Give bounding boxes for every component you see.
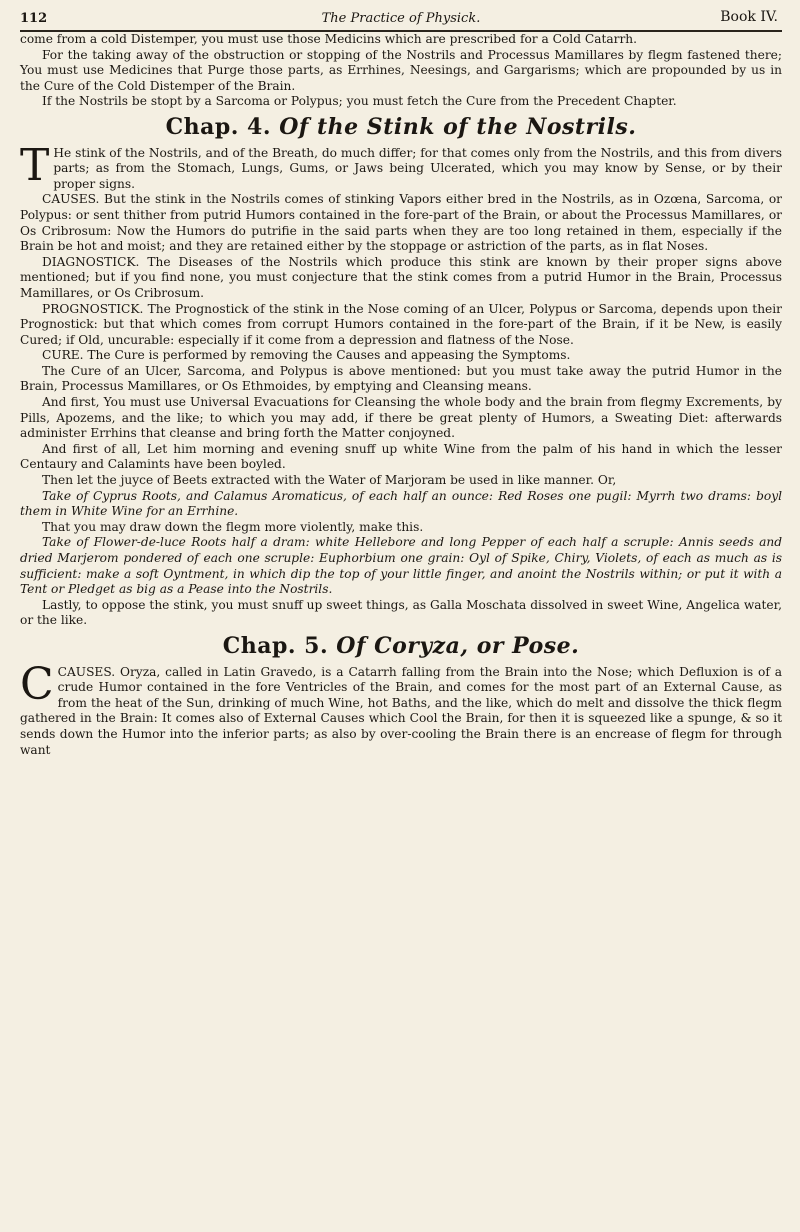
chapter-number: Chap. 4. xyxy=(165,113,272,140)
paragraph: The Cure of an Ulcer, Sarcoma, and Polypus is above mentioned: but you must take away the putrid Humor in the Brain, Processus Mamillares, or Os Ethmoides, by emptying and Cleansing means. xyxy=(20,363,782,394)
paragraph: Then let the juyce of Beets extracted with the Water of Marjoram be used in like manner. Or, xyxy=(42,473,617,488)
paragraph: DIAGNOSTICK. The Diseases of the Nostrils which produce this stink are known by their proper signs above mentioned; but if you find none, you must conjecture that the stink comes from a putrid Humor in the Brain, Processus Mamillares, or Os Cribrosum. xyxy=(20,254,782,300)
chapter-number: Chap. 5. xyxy=(222,632,329,659)
paragraph: And first, You must use Universal Evacuations for Cleansing the whole body and the brain from flegmy Excrements, by Pills, Apozems, and the like; to which you may add, if there be great plenty of Humors, a Sweating Diet: afterwards administer Errhins that cleanse and bring forth the Matter conjoyned. xyxy=(20,395,782,441)
chapter-5-text xyxy=(20,658,782,759)
paragraph: CAUSES. But the stink in the Nostrils comes of stinking Vapors either bred in the Nostrils, as in Ozœna, Sarcoma, or Polypus: or sent thither from putrid Humors contained in the fore-part of the Brain, or about the Processus Mamillares, or Os Cribrosum: Now the Humors do putrifie in the said parts when they are too long retained in them, especially if the Brain be hot and moist; and they are retained either by the stoppage or astriction of the parts, as in flat Noses. xyxy=(20,192,782,254)
page-body xyxy=(20,32,782,758)
running-header xyxy=(20,8,782,32)
chapter-4-text xyxy=(20,139,782,629)
paragraph: And first of all, Let him morning and evening snuff up white Wine from the palm of his hand in which the lesser Centaury and Calamints have been boyled. xyxy=(20,441,782,472)
paragraph: PROGNOSTICK. The Prognostick of the stink in the Nose coming of an Ulcer, Polypus or Sarcoma, depends upon their Prognostick: but that which comes from corrupt Humors contained in the fore-part of the Brain, if it be New, is easily Cured; if Old, uncurable: especially if it come from a depression and flatness of the Nose. xyxy=(20,301,782,347)
recipe: Take of Cyprus Roots, and Calamus Aromaticus, of each half an ounce: Red Roses one pugil: Myrrh two drams: boyl them in White Wine for an Errhine. xyxy=(20,488,782,519)
paragraph: CAUSES. Oryza, called in Latin Gravedo, is a Catarrh falling from the Brain into the Nose; which Defluxion is of a crude Humor contained in the fore Ventricles of the Brain, and comes for the most part of an External Cause, as from the heat of the Sun, drinking of much Wine, hot Baths, and the like, which do melt and dissolve the thick flegm gathered in the Brain: It comes also of External Causes which Cool the Brain, for then it is squeezed like a spunge, & so it sends down the Humor into the inferior parts; as also by over-cooling the Brain there is an encrease of flegm for through want xyxy=(20,664,782,757)
drop-cap: T xyxy=(20,139,50,191)
drop-cap: C xyxy=(20,658,54,710)
chapter-title: Of the Stink of the Nostrils. xyxy=(279,113,637,140)
paragraph: That you may draw down the flegm more violently, make this. xyxy=(42,519,424,534)
paragraph: CURE. The Cure is performed by removing the Causes and appeasing the Symptoms. xyxy=(42,348,571,363)
book-label: Book IV. xyxy=(720,9,778,25)
paragraph: come from a cold Distemper, you must use those Medicins which are prescribed for a Cold Catarrh. xyxy=(20,32,638,46)
chapter-5-heading xyxy=(20,632,782,659)
paragraph: For the taking away of the obstruction or stopping of the Nostrils and Processus Mamillares by flegm fastened there; You must use Medicines that Purge those parts, as Errhines, Neesings, and Gargarisms; which are propounded by us in the Cure of the Cold Distemper of the Brain. xyxy=(20,47,782,93)
page-number: 112 xyxy=(20,11,48,26)
paragraph: He stink of the Nostrils, and of the Breath, do much differ; for that comes only from the Nostrils, and this from divers parts; as from the Stomach, Lungs, Gums, or Jaws being Ulcerated, which you may know by Sense, or by their proper signs. xyxy=(53,145,782,191)
chapter-4-heading xyxy=(20,113,782,140)
running-title: The Practice of Physick. xyxy=(321,11,481,26)
recipe: Take of Flower-de-luce Roots half a dram: white Hellebore and long Pepper of each half a scruple: Annis seeds and dried Marjerom pondered of each one scruple: Euphorbium one grain: Oyl of Spike, Chiry, Violets, of each as much as is sufficient: make a soft Oyntment, in which dip the top of your little finger, and anoint the Nostrils within; or put it with a Tent or Pledget as big as a Pease into the Nostrils. xyxy=(20,535,782,597)
chapter-title: Of Coryza, or Pose. xyxy=(336,632,580,659)
paragraph: If the Nostrils be stopt by a Sarcoma or Polypus; you must fetch the Cure from the Precedent Chapter. xyxy=(42,94,677,109)
paragraph: Lastly, to oppose the stink, you must snuff up sweet things, as Galla Moschata dissolved in sweet Wine, Angelica water, or the like. xyxy=(20,597,782,628)
